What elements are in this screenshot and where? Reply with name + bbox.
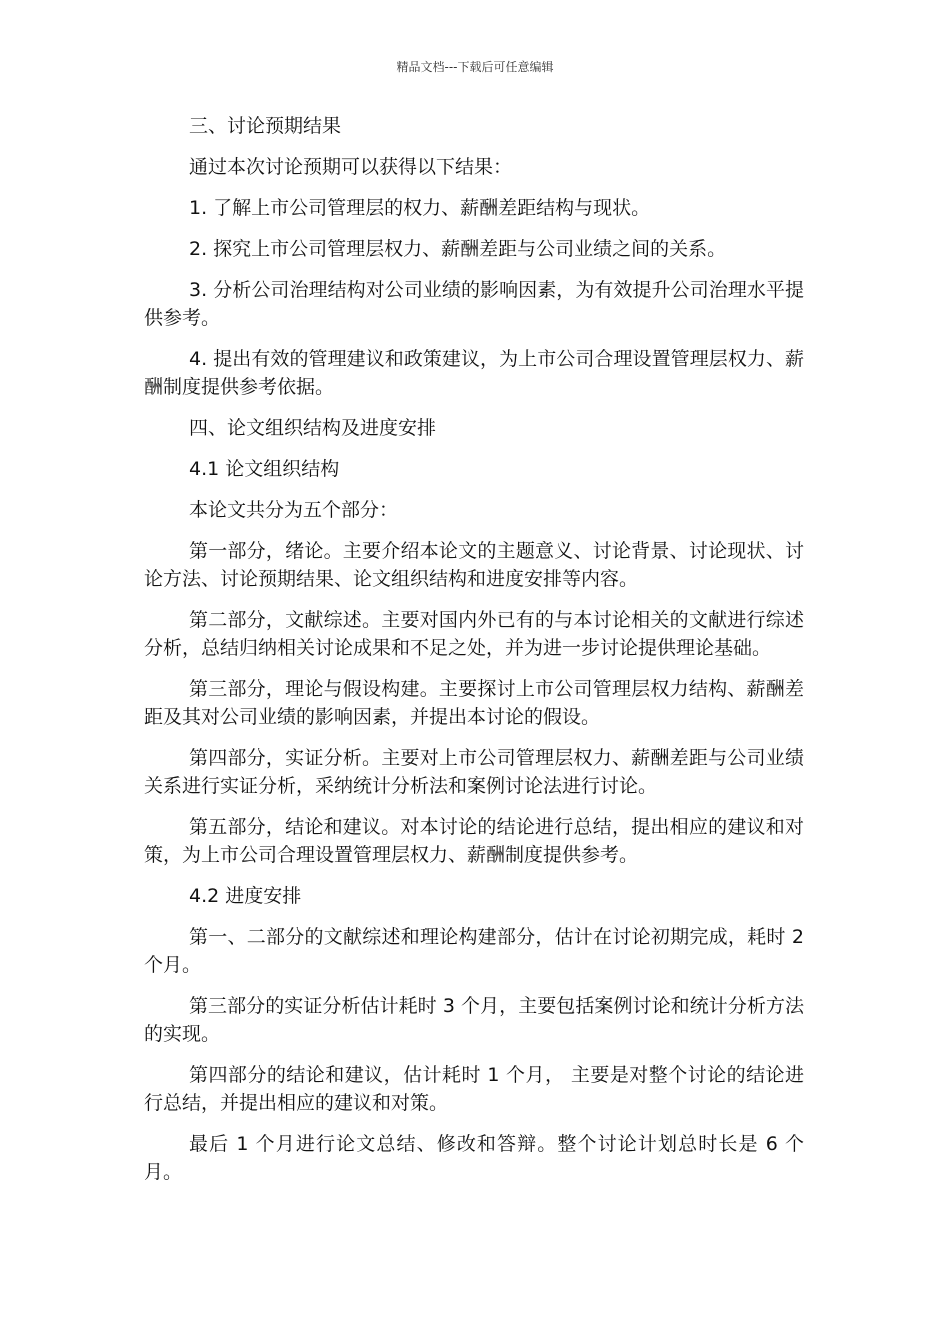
list-item-4: 4. 提出有效的管理建议和政策建议，为上市公司合理设置管理层权力、薪酬制度提供参考依据。 xyxy=(144,348,804,398)
list-item-2: 2. 探究上市公司管理层权力、薪酬差距与公司业绩之间的关系。 xyxy=(189,238,727,260)
subsection-heading-4-2: 4.2 进度安排 xyxy=(189,885,302,907)
paragraph-part-4: 第四部分，实证分析。主要对上市公司管理层权力、薪酬差距与公司业绩关系进行实证分析，采纳统计分析法和案例讨论法进行讨论。 xyxy=(144,747,804,797)
paragraph-intro: 通过本次讨论预期可以获得以下结果： xyxy=(189,156,513,178)
paragraph-schedule-2: 第三部分的实证分析估计耗时 3 个月，主要包括案例讨论和统计分析方法的实现。 xyxy=(144,995,804,1045)
paragraph-part-3: 第三部分，理论与假设构建。主要探讨上市公司管理层权力结构、薪酬差距及其对公司业绩的影响因素，并提出本讨论的假设。 xyxy=(144,678,804,728)
section-heading-expected-results: 三、讨论预期结果 xyxy=(189,115,342,137)
subsection-heading-4-1: 4.1 论文组织结构 xyxy=(189,458,340,480)
paragraph-schedule-1: 第一、二部分的文献综述和理论构建部分，估计在讨论初期完成，耗时 2 个月。 xyxy=(144,926,804,976)
paragraph-schedule-3: 第四部分的结论和建议，估计耗时 1 个月， 主要是对整个讨论的结论进行总结，并提出相应的建议和对策。 xyxy=(144,1064,804,1114)
section-heading-structure: 四、论文组织结构及进度安排 xyxy=(189,417,437,439)
paragraph-schedule-4: 最后 1 个月进行论文总结、修改和答辩。整个讨论计划总时长是 6 个月。 xyxy=(144,1133,804,1183)
list-item-1: 1. 了解上市公司管理层的权力、薪酬差距结构与现状。 xyxy=(189,197,651,219)
document-body xyxy=(144,112,804,1199)
paragraph-part-1: 第一部分，绪论。主要介绍本论文的主题意义、讨论背景、讨论现状、讨论方法、讨论预期结果、论文组织结构和进度安排等内容。 xyxy=(144,540,804,590)
paragraph-part-2: 第二部分，文献综述。主要对国内外已有的与本讨论相关的文献进行综述分析，总结归纳相关讨论成果和不足之处，并为进一步讨论提供理论基础。 xyxy=(144,609,804,659)
paragraph-parts-intro: 本论文共分为五个部分： xyxy=(189,499,399,521)
page-header: 精品文档---下载后可任意编辑 xyxy=(396,60,554,74)
list-item-3: 3. 分析公司治理结构对公司业绩的影响因素，为有效提升公司治理水平提供参考。 xyxy=(144,279,804,329)
paragraph-part-5: 第五部分，结论和建议。对本讨论的结论进行总结，提出相应的建议和对策，为上市公司合理设置管理层权力、薪酬制度提供参考。 xyxy=(144,816,804,866)
